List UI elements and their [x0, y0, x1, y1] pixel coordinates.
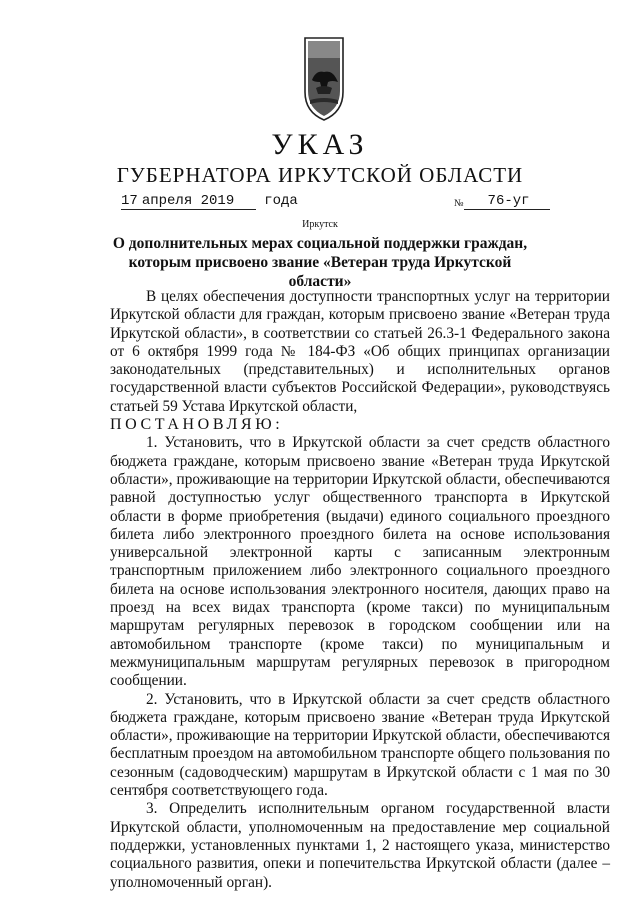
- decree-issuer: ГУБЕРНАТОРА ИРКУТСКОЙ ОБЛАСТИ: [116, 163, 524, 187]
- preamble: В целях обеспечения доступности транспортных услуг на территории Иркутской области для граждан, которым присвоено звание «Ветеран труда Иркутской области», в соответствии со статьей 26.3-1 Федерального закона от 6 октября 1999 года № 184-ФЗ «Об общих принципах организации законодательных (представительных) и исполнительных органов государственной власти субъектов Российской Федерации», руководствуясь статьей 59 Устава Иркутской области,: [110, 288, 610, 415]
- date-month-year: апреля 2019: [142, 194, 256, 210]
- paragraph-2: 2. Установить, что в Иркутской области за счет средств областного бюджета граждане, которым присвоено звание «Ветеран труда Иркутской области», проживающие на территории Иркутской области, обеспечиваются бесплатным проездом на автомобильном транспорте общего пользования по сезонным (садоводческим) маршрутам в Иркутской области с 1 мая по 30 сентября соответствующего года.: [110, 690, 610, 800]
- number-value: 76-уг: [464, 194, 550, 210]
- decree-body: [110, 288, 610, 892]
- decree-city: Иркутск: [302, 219, 338, 230]
- paragraph-1: 1. Установить, что в Иркутской области за счет средств областного бюджета граждане, которым присвоено звание «Ветеран труда Иркутской области», проживающие на территории Иркутской области, обеспечиваются равной доступностью услуг общественного транспорта в Иркутской области в форме приобретения (выдачи) единого социального проездного билета либо электронного проездного билета на основе использования универсальной электронной карты с записанным электронным транспортным приложением либо электронного социального проездного билета на основе использования электронного носителя, дающих право на проезд на всех видах транспорта (кроме такси) по муниципальным маршрутам регулярных перевозок в городском сообщении или на автомобильном транспорте (кроме такси) по муниципальным и межмуниципальным маршрутам регулярных перевозок в пригородном сообщении.: [110, 434, 610, 690]
- decree-word: ПОСТАНОВЛЯЮ:: [110, 416, 284, 434]
- decree-number: [454, 193, 550, 210]
- decree-date: [121, 193, 298, 210]
- decree-heading: О дополнительных мерах социальной поддержки граждан, которым присвоено звание «Ветеран труда Иркутской области»: [112, 235, 528, 290]
- number-sign: №: [454, 198, 464, 209]
- date-day: 17: [121, 194, 142, 210]
- date-year-word: года: [264, 193, 298, 209]
- paragraph-3: 3. Определить исполнительным органом государственной власти Иркутской области, уполномоченным на предоставление мер социальной поддержки, установленных пунктами 1, 2 настоящего указа, министерство социального развития, опеки и попечительства Иркутской области (далее – уполномоченный орган).: [110, 800, 610, 891]
- decree-title: УКАЗ: [271, 128, 369, 161]
- coat-of-arms-icon: [302, 36, 346, 122]
